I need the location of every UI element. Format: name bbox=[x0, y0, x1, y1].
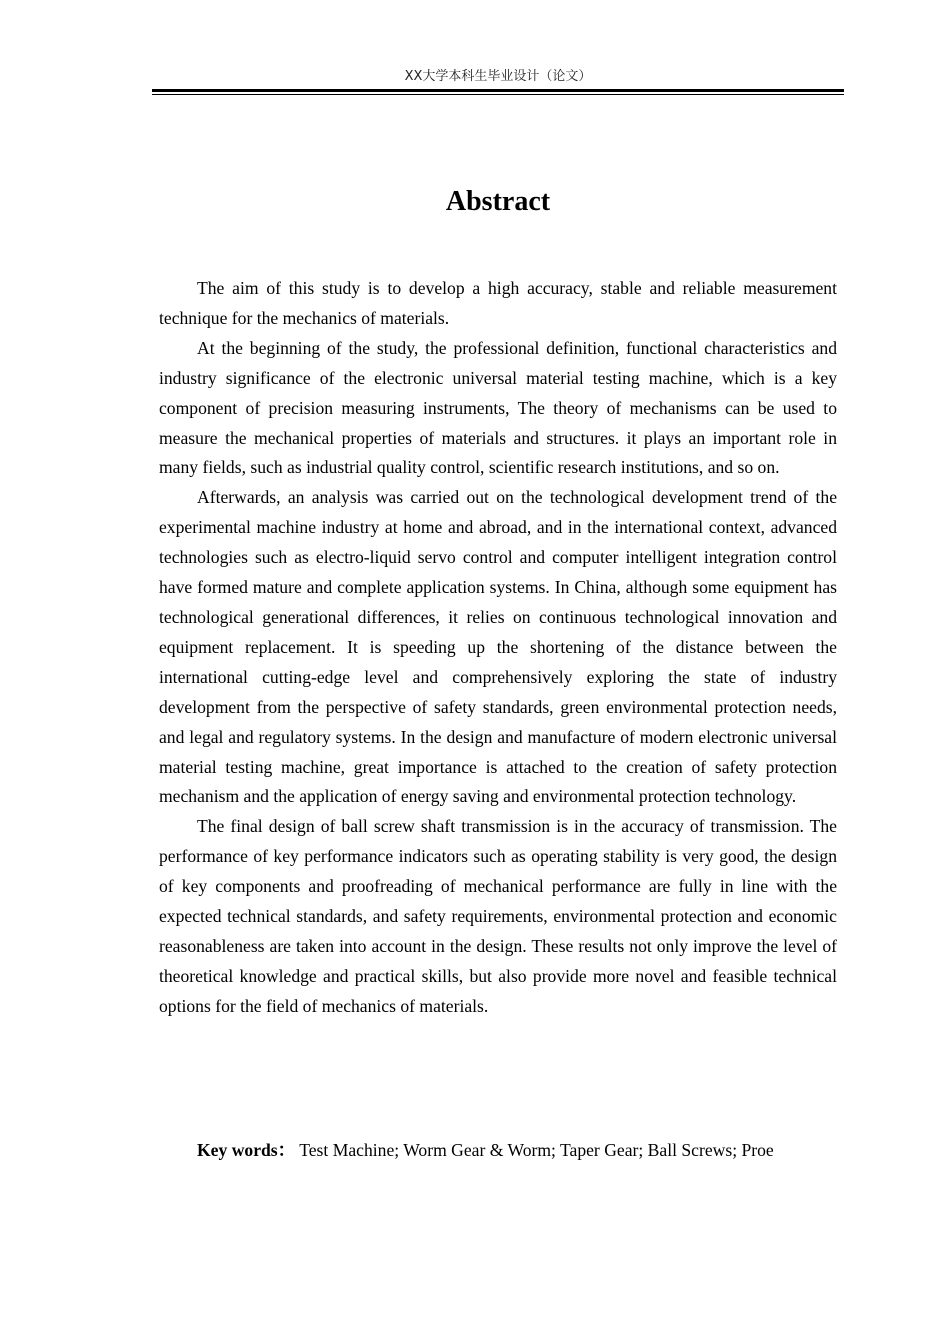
page-header bbox=[152, 66, 844, 98]
keywords-label: Key words： bbox=[197, 1140, 296, 1160]
abstract-paragraph-1: The aim of this study is to develop a high accuracy, stable and reliable measurement technique for the mechanics of materials. bbox=[159, 278, 837, 328]
keywords-line bbox=[197, 1136, 847, 1166]
abstract-title: Abstract bbox=[445, 186, 551, 217]
abstract-paragraph-4: The final design of ball screw shaft transmission is in the accuracy of transmission. The performance of key performance indicators such as operating stability is very good, the design of key components and proofreading of mechanical performance are fully in line with the expected technical standards, and safety requirements, environmental protection and economic reasonableness are taken into account in the design. These results not only improve the level of theoretical knowledge and practical skills, but also provide more novel and feasible technical options for the field of mechanics of materials. bbox=[159, 816, 837, 1016]
keywords-text: Test Machine; Worm Gear & Worm; Taper Gear; Ball Screws; Proe bbox=[299, 1140, 774, 1160]
abstract-body bbox=[159, 274, 837, 1022]
abstract-paragraph-3: Afterwards, an analysis was carried out on the technological development trend of the experimental machine industry at home and abroad, and in the international context, advanced technologies such as electro-liquid servo control and computer intelligent integration control have formed mature and complete application systems. In China, although some equipment has technological generational differences, it relies on continuous technological innovation and equipment replacement. It is speeding up the shortening of the distance between the international cutting-edge level and comprehensively exploring the state of industry development from the perspective of safety standards, green environmental protection needs, and legal and regulatory systems. In the design and manufacture of modern electronic universal material testing machine, great importance is attached to the creation of safety protection mechanism and the application of energy saving and environmental protection technology. bbox=[159, 487, 837, 807]
header-title: XX大学本科生毕业设计（论文） bbox=[404, 69, 592, 84]
header-rule-thin bbox=[152, 94, 844, 95]
abstract-paragraph-2: At the beginning of the study, the professional definition, functional characteristics and industry significance of the electronic universal material testing machine, which is a key component of precision measuring instruments, The theory of mechanisms can be used to measure the mechanical properties of materials and structures. it plays an important role in many fields, such as industrial quality control, scientific research institutions, and so on. bbox=[159, 337, 837, 478]
header-rule-thick bbox=[152, 89, 844, 92]
